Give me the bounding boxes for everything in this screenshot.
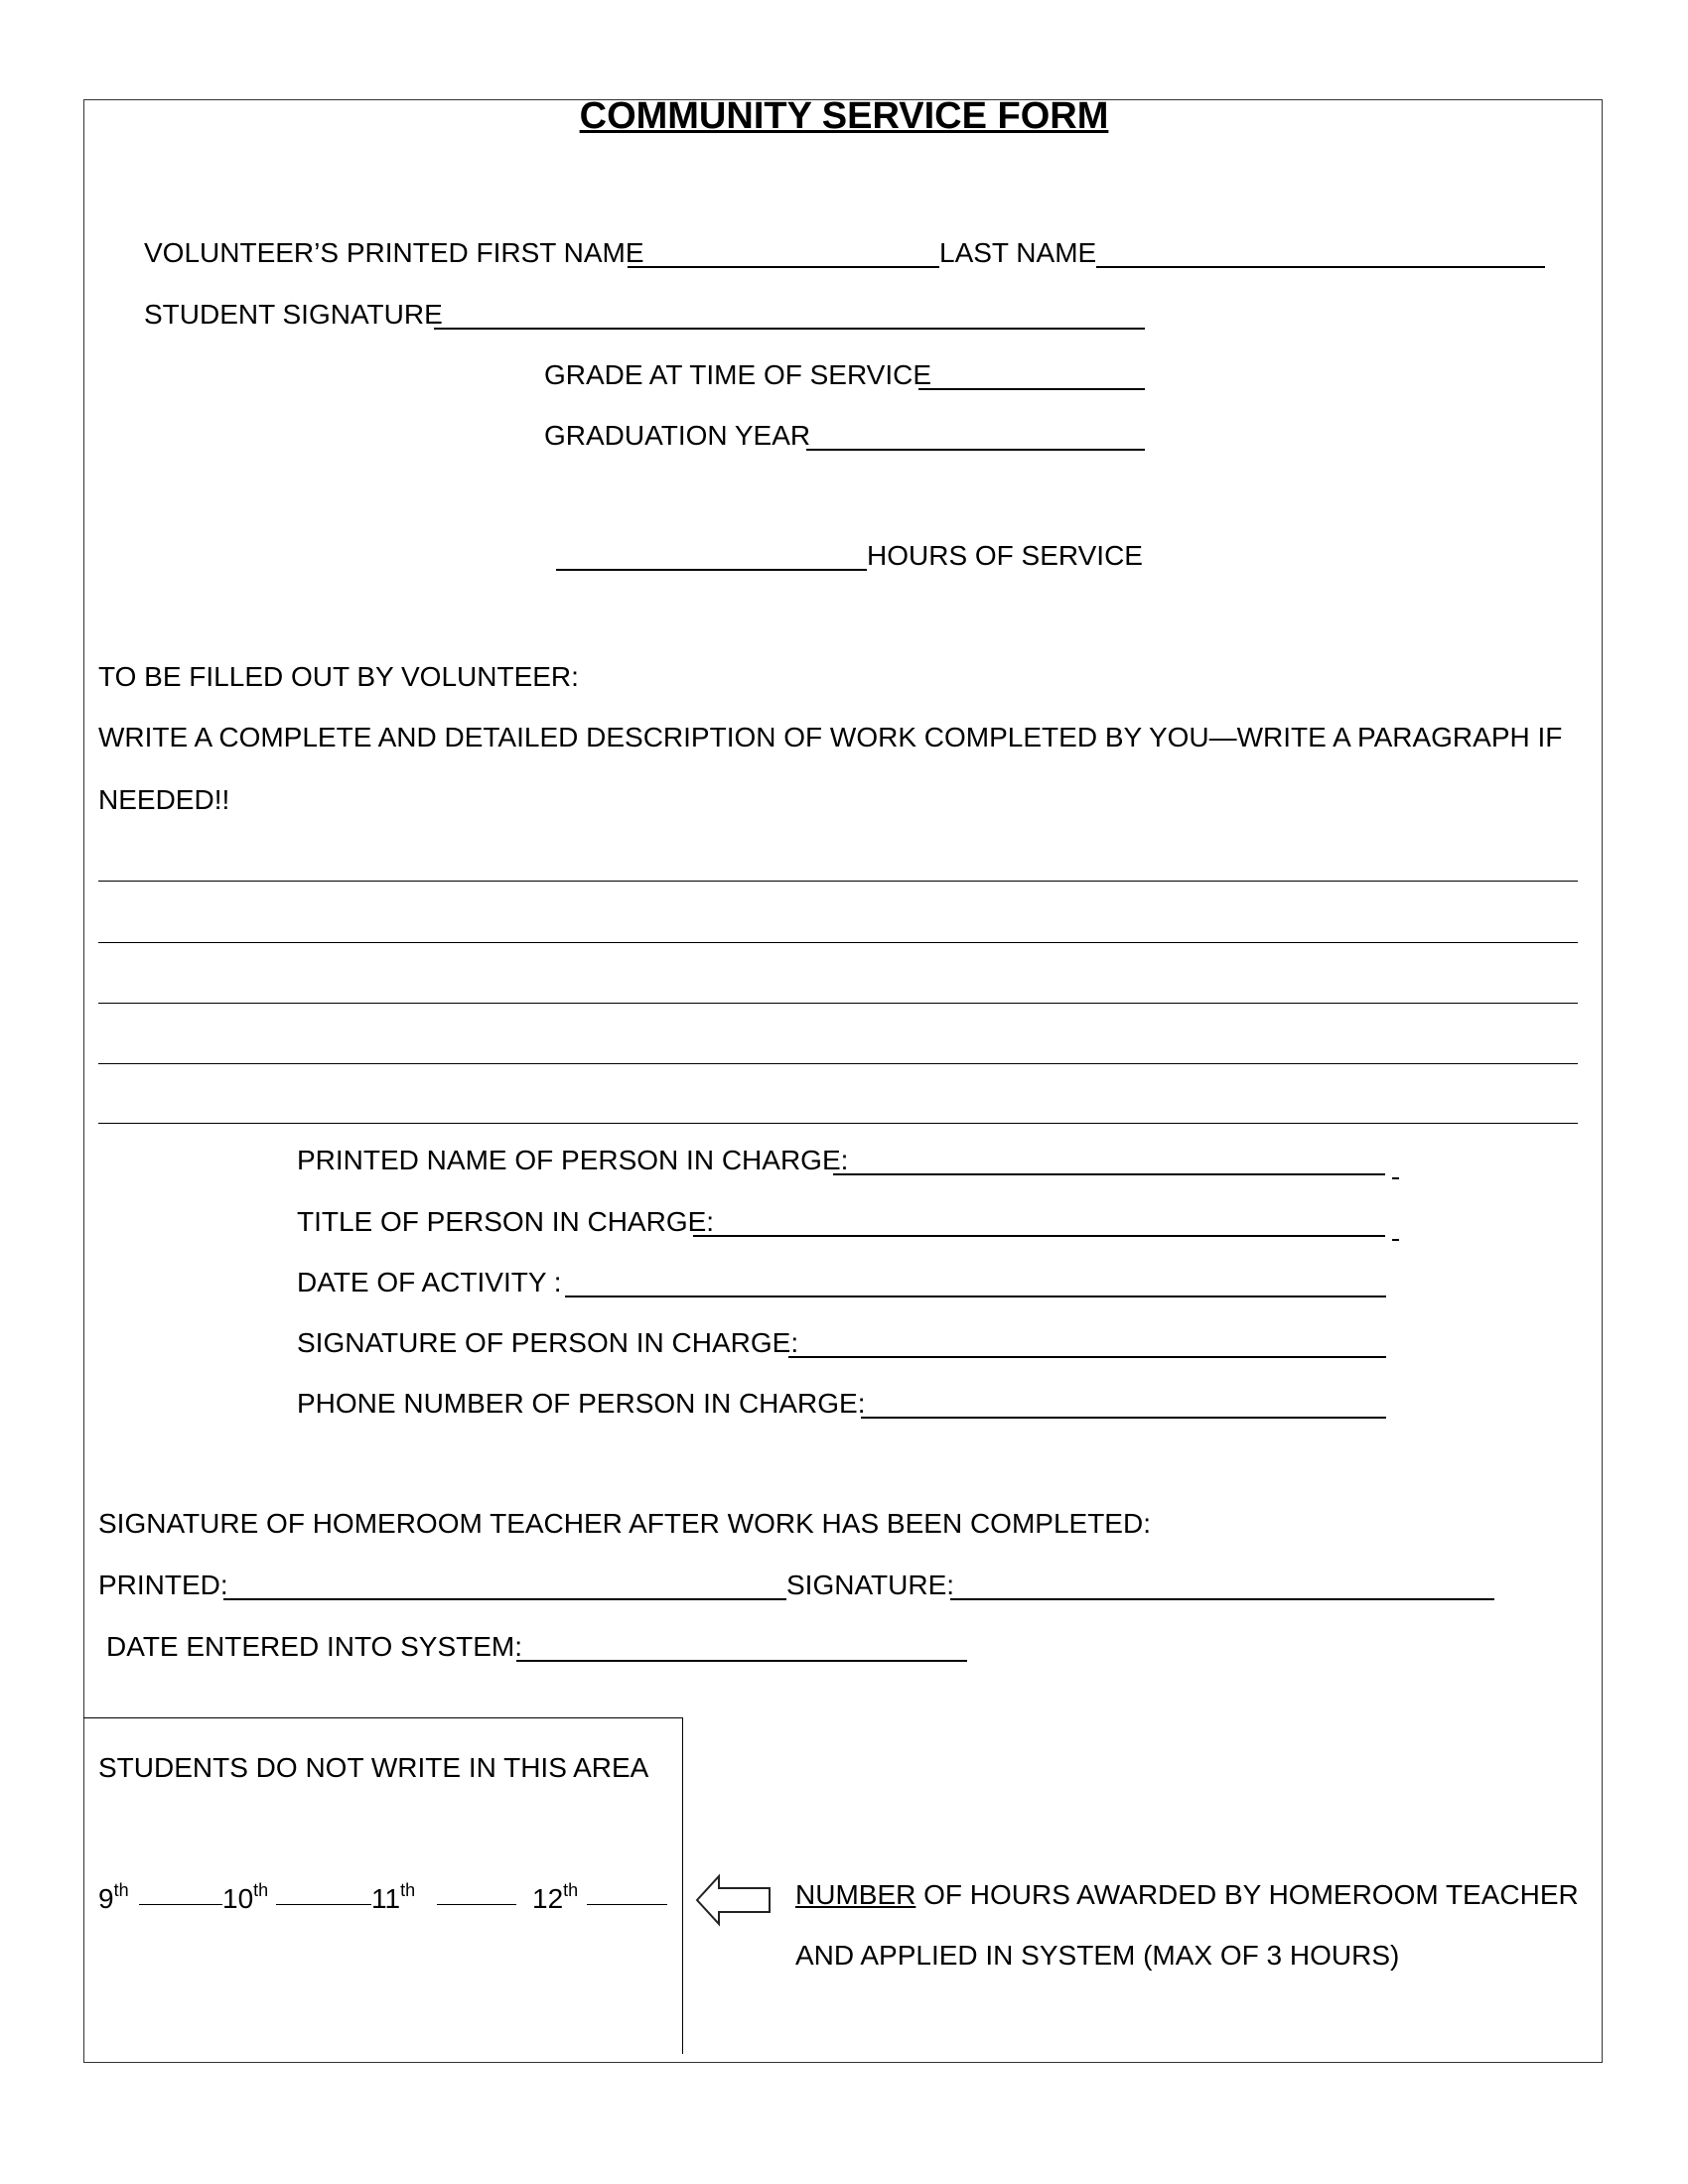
homeroom-printed-field[interactable] xyxy=(223,1598,786,1600)
description-line[interactable] xyxy=(98,881,1578,882)
person-in-charge-title-label: TITLE OF PERSON IN CHARGE: xyxy=(297,1206,715,1237)
student-signature-label: STUDENT SIGNATURE xyxy=(144,299,443,330)
date-of-activity-label: DATE OF ACTIVITY : xyxy=(297,1267,562,1297)
hours-awarded-note-underlined: NUMBER xyxy=(795,1879,916,1910)
homeroom-printed-label: PRINTED: xyxy=(98,1570,228,1600)
student-signature-field[interactable] xyxy=(434,328,1145,330)
graduation-year-label: GRADUATION YEAR xyxy=(544,420,811,451)
grade-label: GRADE AT TIME OF SERVICE xyxy=(544,359,932,390)
grade-field[interactable] xyxy=(918,388,1145,390)
grade-9-label: 9th xyxy=(98,1880,129,1914)
left-arrow-icon xyxy=(695,1872,773,1928)
description-line[interactable] xyxy=(98,1123,1578,1124)
homeroom-heading: SIGNATURE OF HOMEROOM TEACHER AFTER WORK HAS BEEN COMPLETED: xyxy=(98,1508,1151,1539)
grade-11-label: 11th xyxy=(371,1880,416,1914)
last-name-label: LAST NAME xyxy=(939,237,1097,268)
person-in-charge-name-label: PRINTED NAME OF PERSON IN CHARGE: xyxy=(297,1145,849,1175)
office-area-top-border xyxy=(83,1717,683,1718)
person-in-charge-title-field[interactable] xyxy=(693,1235,1385,1237)
homeroom-signature-field[interactable] xyxy=(950,1598,1494,1600)
hours-awarded-note-line2: AND APPLIED IN SYSTEM (MAX OF 3 HOURS) xyxy=(795,1940,1400,1971)
grade-10-field[interactable] xyxy=(276,1904,371,1905)
person-in-charge-signature-label: SIGNATURE OF PERSON IN CHARGE: xyxy=(297,1327,799,1358)
graduation-year-field[interactable] xyxy=(806,449,1145,451)
hours-of-service-field[interactable] xyxy=(556,569,867,571)
first-name-field[interactable] xyxy=(628,266,939,268)
description-line[interactable] xyxy=(98,942,1578,943)
first-name-label: VOLUNTEER’S PRINTED FIRST NAME xyxy=(144,237,644,268)
hours-awarded-note-line1: NUMBER OF HOURS AWARDED BY HOMEROOM TEACHER xyxy=(795,1879,1579,1910)
person-in-charge-name-field[interactable] xyxy=(833,1173,1385,1175)
small-dash xyxy=(1392,1177,1399,1179)
person-in-charge-phone-label: PHONE NUMBER OF PERSON IN CHARGE: xyxy=(297,1388,866,1419)
office-area-heading: STUDENTS DO NOT WRITE IN THIS AREA xyxy=(98,1752,649,1783)
description-heading: TO BE FILLED OUT BY VOLUNTEER: xyxy=(98,661,579,692)
grade-12-field[interactable] xyxy=(587,1904,667,1905)
description-line[interactable] xyxy=(98,1063,1578,1064)
grade-11-field[interactable] xyxy=(437,1904,516,1905)
date-of-activity-field[interactable] xyxy=(565,1296,1386,1297)
date-entered-label: DATE ENTERED INTO SYSTEM: xyxy=(106,1631,523,1662)
date-entered-field[interactable] xyxy=(516,1660,967,1662)
small-dash xyxy=(1392,1239,1399,1241)
office-area-divider xyxy=(682,1717,683,2054)
homeroom-signature-label: SIGNATURE: xyxy=(786,1570,955,1600)
last-name-field[interactable] xyxy=(1096,266,1545,268)
description-instruction-line1: WRITE A COMPLETE AND DETAILED DESCRIPTION OF WORK COMPLETED BY YOU—WRITE A PARAGRAPH IF xyxy=(98,722,1563,752)
grade-12-label: 12th xyxy=(532,1880,579,1914)
person-in-charge-phone-field[interactable] xyxy=(861,1417,1386,1419)
grade-10-label: 10th xyxy=(222,1880,269,1914)
person-in-charge-signature-field[interactable] xyxy=(788,1356,1386,1358)
grade-9-field[interactable] xyxy=(139,1904,222,1905)
hours-of-service-label: HOURS OF SERVICE xyxy=(867,540,1143,571)
description-instruction-line2: NEEDED!! xyxy=(98,784,230,815)
description-line[interactable] xyxy=(98,1003,1578,1004)
form-title: COMMUNITY SERVICE FORM xyxy=(579,95,1109,137)
